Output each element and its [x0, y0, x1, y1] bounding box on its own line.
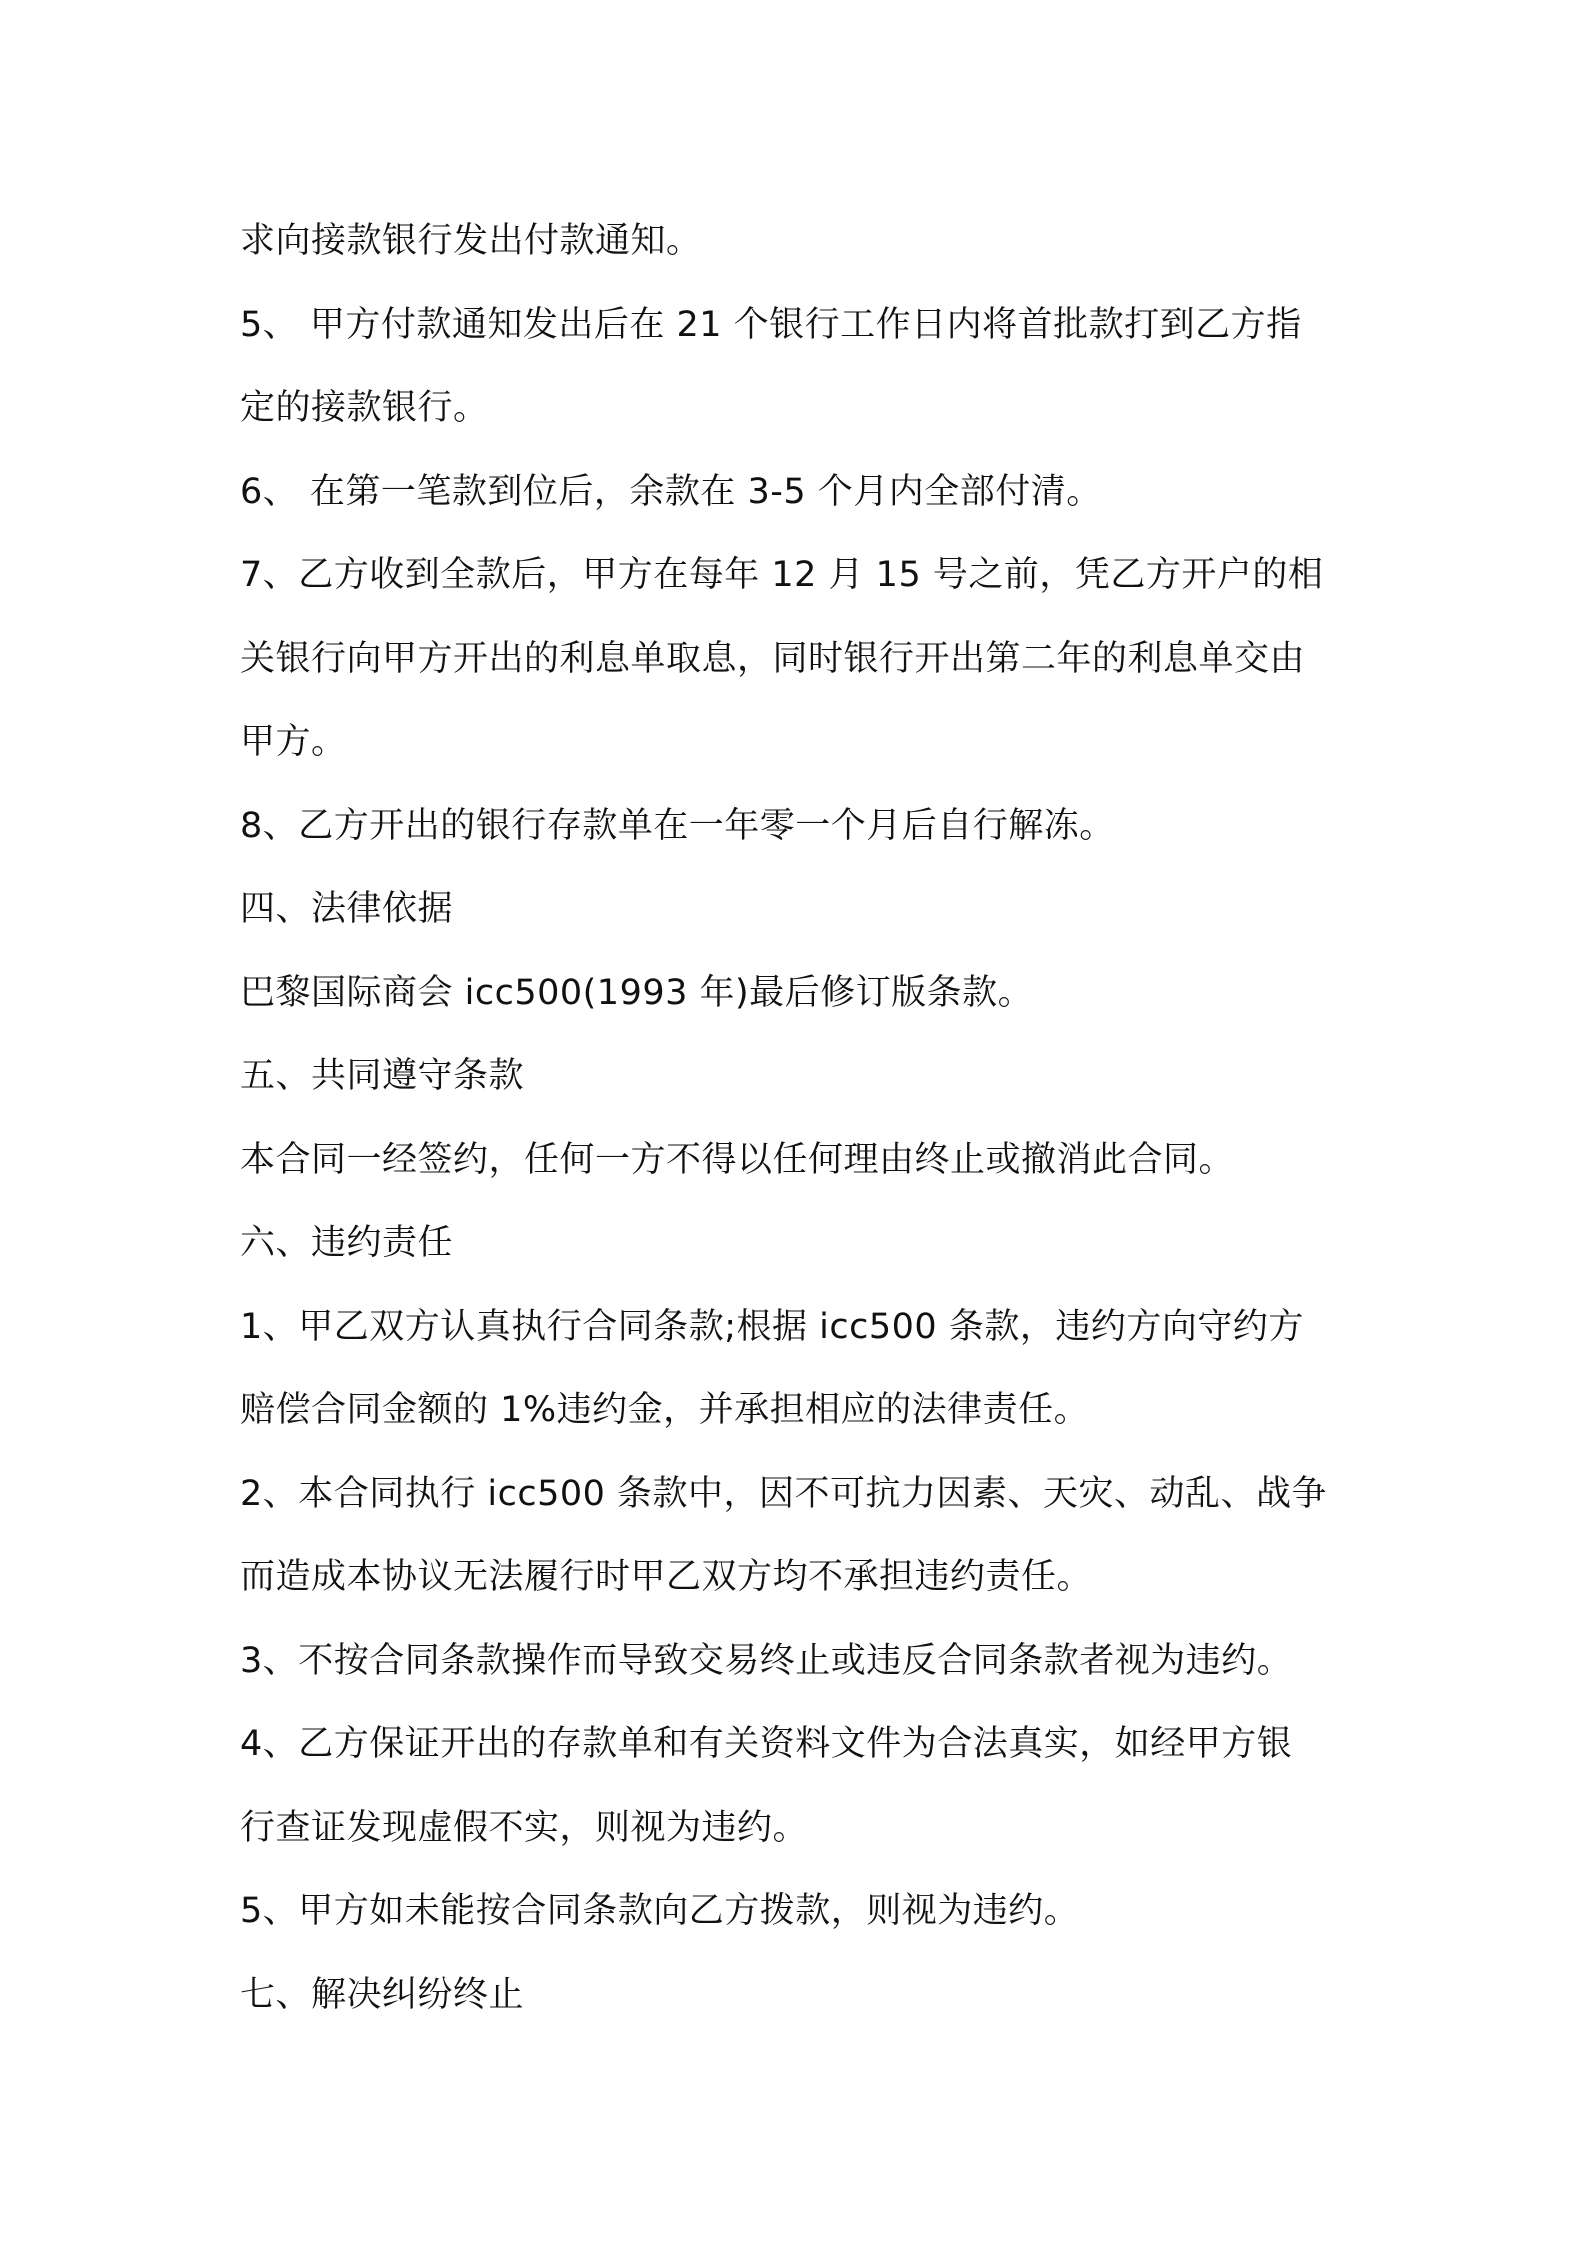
clause-3-5: 5、 甲方付款通知发出后在 21 个银行工作日内将首批款打到乙方指 — [240, 304, 1302, 345]
section-heading-legal-basis: 四、法律依据 — [240, 889, 454, 929]
text-line: 而造成本协议无法履行时甲乙双方均不承担违约责任。 — [240, 1557, 1093, 1597]
text-line: 赔偿合同金额的 1%违约金，并承担相应的法律责任。 — [240, 1390, 1090, 1430]
clause-3-6: 6、 在第一笔款到位后，余款在 3-5 个月内全部付清。 — [240, 471, 1102, 512]
clause-6-4: 4、乙方保证开出的存款单和有关资料文件为合法真实，如经甲方银 — [240, 1724, 1293, 1764]
section-heading-dispute: 七、解决纠纷终止 — [240, 1974, 525, 2015]
text-line: 定的接款银行。 — [240, 388, 489, 428]
section-heading-liability: 六、违约责任 — [240, 1223, 454, 1263]
document-page — [240, 200, 1360, 2037]
text-line: 求向接款银行发出付款通知。 — [240, 221, 702, 261]
text-line: 巴黎国际商会 icc500(1993 年)最后修订版条款。 — [240, 972, 1034, 1013]
text-line: 关银行向甲方开出的利息单取息，同时银行开出第二年的利息单交由 — [240, 638, 1306, 679]
clause-6-5: 5、甲方如未能按合同条款向乙方拨款，则视为违约。 — [240, 1891, 1080, 1931]
text-line: 行查证发现虚假不实，则视为违约。 — [240, 1807, 809, 1848]
clause-3-7: 7、乙方收到全款后，甲方在每年 12 月 15 号之前，凭乙方开户的相 — [240, 555, 1324, 595]
clause-6-1: 1、甲乙双方认真执行合同条款;根据 icc500 条款，违约方向守约方 — [240, 1306, 1304, 1347]
clause-6-2: 2、本合同执行 icc500 条款中，因不可抗力因素、天灾、动乱、战争 — [240, 1473, 1328, 1514]
clause-3-8: 8、乙方开出的银行存款单在一年零一个月后自行解冻。 — [240, 805, 1115, 846]
text-line: 甲方。 — [240, 722, 347, 762]
section-heading-common-terms: 五、共同遵守条款 — [240, 1056, 525, 1096]
clause-6-3: 3、不按合同条款操作而导致交易终止或违反合同条款者视为违约。 — [240, 1640, 1293, 1681]
text-line: 本合同一经签约，任何一方不得以任何理由终止或撤消此合同。 — [240, 1139, 1235, 1180]
